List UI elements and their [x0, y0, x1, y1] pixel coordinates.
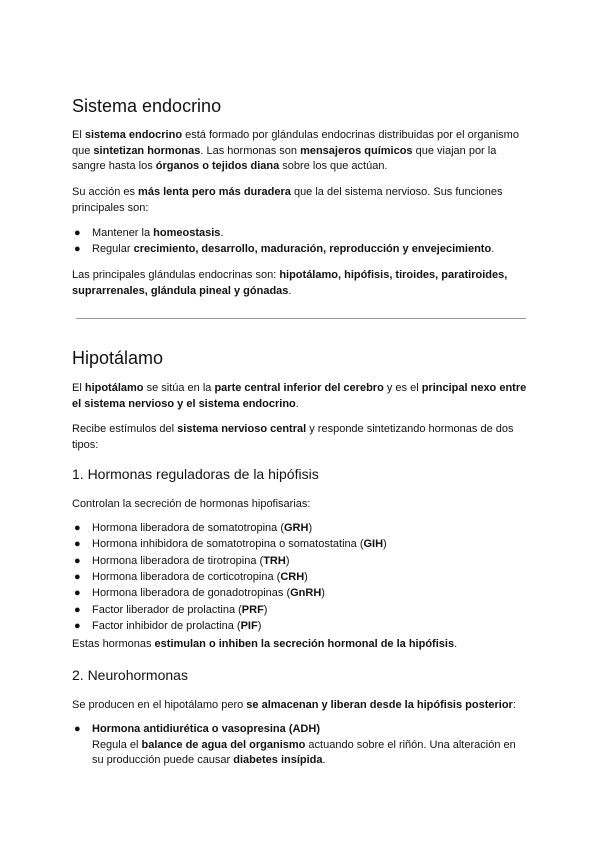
hormone-list-item: [74, 554, 522, 570]
bullet-icon: ●: [74, 570, 81, 583]
hormone-name: Hormona liberadora de somatotropina (: [92, 522, 284, 534]
subheading-hormonas-reguladoras: 1. Hormonas reguladoras de la hipófisis: [72, 466, 319, 482]
paragraph-hipotalamo-ubicacion: El hipotálamo se sitúa en la parte central inferior del cerebro y es el principal nexo entre el sistema nervioso y el sistema endocrino.: [72, 382, 527, 410]
list-item-adh: ● Hormona antidiurética o vasopresina (ADH) Regula el balance de agua del organismo actuando sobre el riñón. Una alteración en su producción puede causar diabetes insípida.: [74, 723, 516, 766]
hormone-abbreviation: GnRH: [290, 587, 322, 600]
bullet-icon: ●: [74, 587, 81, 600]
horizontal-divider: [76, 318, 526, 319]
hormone-name: Hormona liberadora de gonadotropinas (: [92, 587, 291, 600]
hormone-name: Hormona inhibidora de somatotropina o somatostatina (: [92, 538, 364, 551]
list-item-homeostasis: ● Mantener la homeostasis.: [92, 226, 522, 242]
list-item-regular: ● Regular crecimiento, desarrollo, maduración, reproducción y envejecimiento.: [92, 242, 522, 258]
hormone-list-item: [74, 619, 522, 635]
hormone-abbreviation: TRH: [263, 554, 286, 567]
bullet-icon: ●: [74, 554, 81, 567]
hormone-abbreviation: CRH: [280, 570, 305, 583]
hormone-name: Hormona liberadora de tirotropina (: [92, 554, 264, 567]
bullet-icon: ●: [74, 619, 81, 632]
hormone-name: Factor liberador de prolactina (: [92, 603, 242, 616]
hormone-list-item: [74, 570, 522, 586]
paragraph-accion: Su acción es más lenta pero más duradera que la del sistema nervioso. Sus funciones principales son:: [72, 186, 503, 214]
hormone-close-paren: ): [383, 538, 387, 551]
subheading-neurohormonas: 2. Neurohormonas: [72, 667, 188, 683]
hormone-list-item: [74, 537, 522, 553]
hormone-name: Hormona liberadora de corticotropina (: [92, 570, 281, 583]
hormone-abbreviation: PIF: [240, 619, 258, 632]
bullet-icon: ●: [74, 603, 81, 616]
hormone-list-item: [74, 603, 522, 619]
hormone-list-item: [74, 586, 522, 602]
paragraph-estimulos: Recibe estímulos del sistema nervioso central y responde sintetizando hormonas de dos tipos:: [72, 423, 514, 451]
bullet-icon: ●: [74, 243, 81, 255]
paragraph-intro: El sistema endocrino está formado por glándulas endocrinas distribuidas por el organismo que sintetizan hormonas. Las hormonas son mensajeros químicos que viajan por la sangre hasta los órganos o tejidos diana sobre los que actúan.: [72, 129, 519, 172]
paragraph-controlan: Controlan la secreción de hormonas hipofisarias:: [72, 498, 311, 510]
hormone-abbreviation: PRF: [241, 603, 264, 616]
paragraph-se-producen: Se producen en el hipotálamo pero se almacenan y liberan desde la hipófisis posterior:: [72, 699, 516, 711]
paragraph-estas-hormonas: Estas hormonas estimulan o inhiben la secreción hormonal de la hipófisis.: [72, 638, 458, 650]
hormone-close-paren: ): [263, 603, 268, 616]
hormone-close-paren: ): [308, 522, 313, 534]
hormone-close-paren: ): [321, 587, 325, 600]
section-title-hipotalamo: Hipotálamo: [72, 348, 164, 368]
bullet-icon: ●: [74, 227, 81, 239]
hormone-list-item: [74, 521, 522, 537]
bullet-icon: ●: [74, 538, 81, 551]
hormone-name: Factor inhibidor de prolactina (: [92, 619, 241, 632]
bullet-icon: ●: [74, 522, 81, 534]
hormone-abbreviation: GRH: [284, 522, 309, 534]
bullet-icon: ●: [74, 723, 81, 735]
paragraph-glandulas: Las principales glándulas endocrinas son: hipotálamo, hipófisis, tiroides, paratiroides, suprarrenales, glándula pineal y gónadas.: [72, 269, 508, 297]
section-title-sistema-endocrino: Sistema endocrino: [72, 96, 222, 116]
hormone-close-paren: ): [285, 554, 290, 567]
hormone-abbreviation: GIH: [363, 538, 384, 551]
hormone-close-paren: ): [257, 619, 262, 632]
hormone-close-paren: ): [304, 570, 308, 583]
